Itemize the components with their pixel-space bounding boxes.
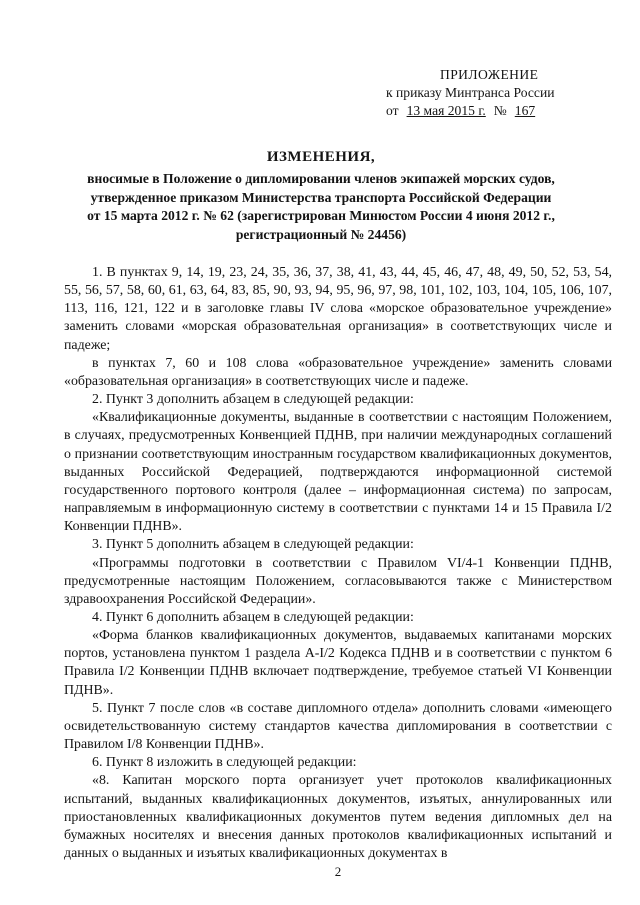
paragraph-7: 4. Пункт 6 дополнить абзацем в следующей редакции: <box>92 609 414 625</box>
paragraph-5: 3. Пункт 5 дополнить абзацем в следующей редакции: <box>92 537 414 553</box>
appendix-num-sign: № <box>493 103 507 118</box>
paragraph-2: в пунктах 7, 60 и 108 слова «образовательное учреждение» заменить словами «образовательная организация» в соответствующих числе и падеже. <box>64 355 612 389</box>
paragraph-10: 6. Пункт 8 изложить в следующей редакции: <box>92 755 357 771</box>
document-heading <box>56 148 586 244</box>
heading-title: ИЗМЕНЕНИЯ, <box>266 149 376 165</box>
paragraph-1: 1. В пунктах 9, 14, 19, 23, 24, 35, 36, 37, 38, 41, 43, 44, 45, 46, 47, 48, 49, 50, 52, 53, 54, 55, 56, 57, 58, 60, 61, 63, 64, 83, 85, 90, 93, 94, 95, 96, 97, 98, 101, 102, 103, 104, 105, 106, 107, 113, 116, 121, 122 и в заголовке главы IV слова «морское образовательное учреждение» заменить словами «морская образовательная организация» в соответствующих числе и падеже; <box>64 265 612 353</box>
paragraph-9: 5. Пункт 7 после слов «в составе дипломного отдела» дополнить словами «имеющего освидетельствованную систему стандартов качества дипломирования в соответствии с Правилом I/8 Конвенции ПДНВ». <box>64 700 612 753</box>
heading-line-1: вносимые в Положение о дипломировании членов экипажей морских судов, <box>87 171 555 187</box>
appendix-date: 13 мая 2015 г. <box>406 103 486 118</box>
heading-line-4: регистрационный № 24456) <box>235 226 407 242</box>
appendix-block <box>386 66 616 120</box>
paragraph-4: «Квалификационные документы, выданные в соответствии с настоящим Положением, в случаях, предусмотренных Конвенцией ПДНВ, при наличии международных соглашений о признании соответствующим иностранным государством квалификационных документов, выданных Российской Федерацией, подтверждаются информационной системой государственного портового контроля (далее – информационная система) по запросам, направляемым в информационную систему в соответствии с пунктами 14 и 15 Правила I/2 Конвенции ПДНВ». <box>64 410 612 535</box>
paragraph-3: 2. Пункт 3 дополнить абзацем в следующей редакции: <box>92 392 414 408</box>
appendix-order-line: к приказу Минтранса России <box>386 85 555 100</box>
appendix-ot: от <box>386 103 399 118</box>
paragraph-11: «8. Капитан морского порта организует учет протоколов квалификационных испытаний, выданных квалификационных документов, изъятых, аннулированных или приостановленных квалификационных документов путем ведения дипломных дел на бумажных носителях и внесения данных протоколов квалификационных испытаний и данных о выданных и изъятых квалификационных документах в <box>64 773 612 861</box>
paragraph-8: «Форма бланков квалификационных документов, выдаваемых капитанами морских портов, установлена пунктом 1 раздела A-I/2 Кодекса ПДНВ и в соответствии с пунктом 6 Правила I/2 Конвенции ПДНВ включает подтверждение, требуемое статьей VI Конвенции ПДНВ». <box>64 628 612 698</box>
heading-line-3: от 15 марта 2012 г. № 62 (зарегистрирован Минюстом России 4 июня 2012 г., <box>87 208 555 224</box>
paragraph-6: «Программы подготовки в соответствии с Правилом VI/4-1 Конвенции ПДНВ, предусмотренные настоящим Положением, согласовываются также с Министерством здравоохранения Российской Федерации». <box>64 555 612 607</box>
appendix-number: 167 <box>514 103 536 118</box>
document-body <box>64 264 612 881</box>
page-number: 2 <box>334 864 342 880</box>
heading-line-2: утвержденное приказом Министерства транспорта Российской Федерации <box>90 189 552 205</box>
appendix-title: ПРИЛОЖЕНИЕ <box>440 67 539 82</box>
appendix-date-line <box>386 102 616 120</box>
